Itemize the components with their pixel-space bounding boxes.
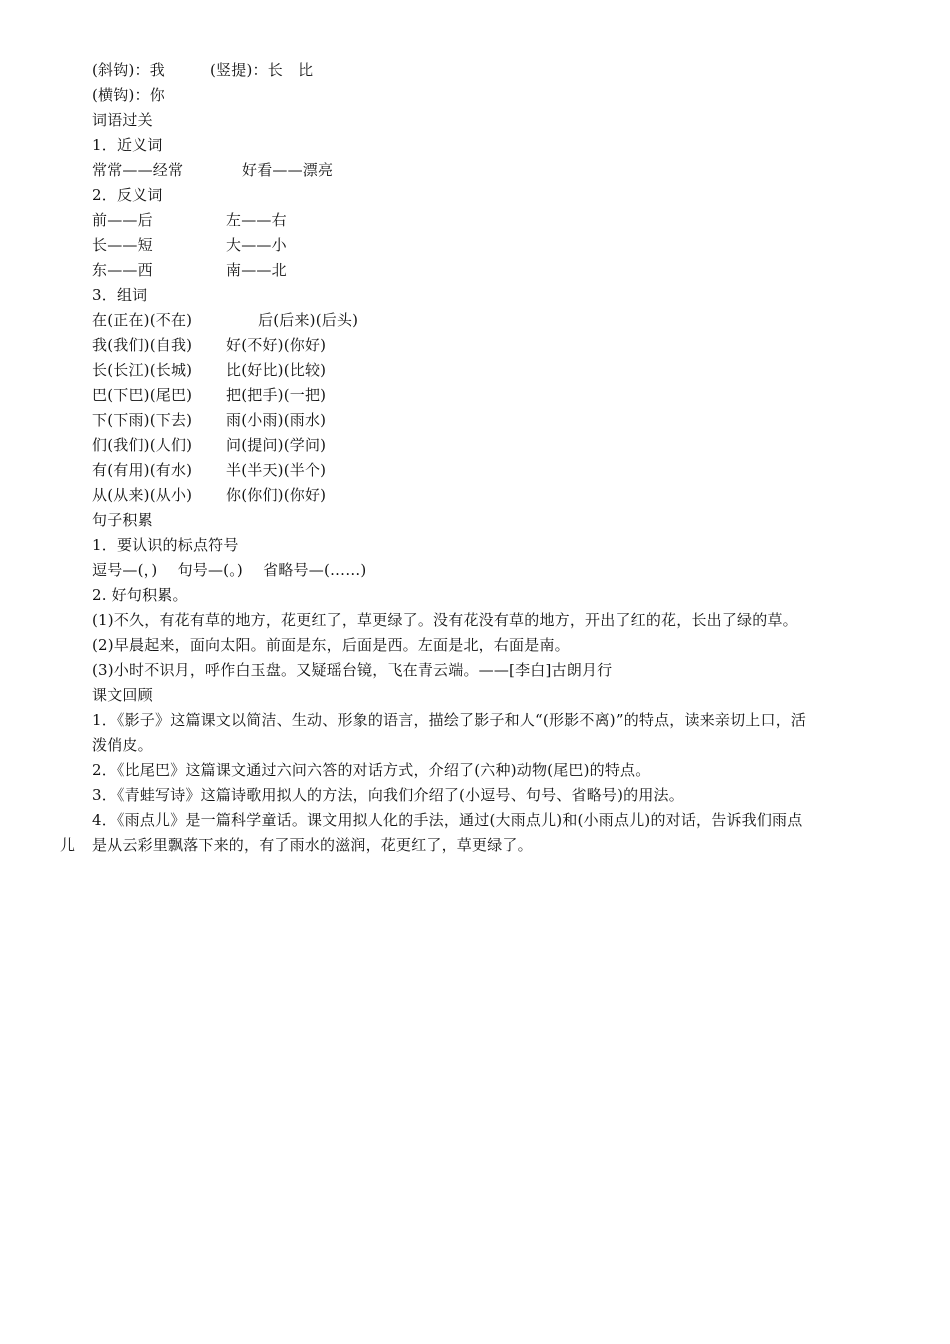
compound-row-5-b: 雨(小雨)(雨水)	[226, 411, 327, 429]
compound-row-8-b: 你(你们)(你好)	[226, 486, 327, 504]
stroke-line-2: (横钩)：你	[92, 86, 165, 104]
compound-row-6-a: 们(我们)(人们)	[92, 436, 193, 454]
review-item-4-line-1: 4．《雨点儿》是一篇科学童话。课文用拟人化的手法，通过(大雨点儿)和(小雨点儿)的对话，告诉我们雨点	[92, 811, 803, 829]
review-item-2: 2．《比尾巴》这篇课文通过六问六答的对话方式，介绍了(六种)动物(尾巴)的特点。	[92, 761, 651, 779]
good-sentence-1: (1)不久，有花有草的地方，花更红了，草更绿了。没有花没有草的地方，开出了红的花，长出了绿的草。	[92, 611, 798, 629]
sentences-heading: 句子积累	[92, 511, 153, 529]
compound-row-1-b: 后(后来)(后头)	[258, 311, 359, 329]
compound-row-2-b: 好(不好)(你好)	[226, 336, 327, 354]
synonyms-title: 1．近义词	[92, 136, 163, 154]
compound-row-1-a: 在(正在)(不在)	[92, 311, 193, 329]
compound-row-2-a: 我(我们)(自我)	[92, 336, 193, 354]
compound-row-4-a: 巴(下巴)(尾巴)	[92, 386, 193, 404]
punctuation-title: 1．要认识的标点符号	[92, 536, 239, 554]
antonym-row-3-a: 东——西	[92, 261, 153, 279]
antonym-row-1-a: 前——后	[92, 211, 153, 229]
good-sentence-2: (2)早晨起来，面向太阳。前面是东，后面是西。左面是北，右面是南。	[92, 636, 570, 654]
compounds-title: 3．组词	[92, 286, 148, 304]
antonym-row-3-b: 南——北	[226, 261, 287, 279]
stroke-line-1b: (竖提)：长 比	[210, 61, 314, 79]
compound-row-8-a: 从(从来)(从小)	[92, 486, 193, 504]
good-sentence-3: (3)小时不识月，呼作白玉盘。又疑瑶台镜，飞在青云端。——[李白]古朗月行	[92, 661, 613, 679]
antonym-row-1-b: 左——右	[226, 211, 287, 229]
compound-row-7-a: 有(有用)(有水)	[92, 461, 193, 479]
antonyms-title: 2．反义词	[92, 186, 163, 204]
compound-row-3-b: 比(好比)(比较)	[226, 361, 327, 379]
review-item-1-line-1: 1．《影子》这篇课文以简洁、生动、形象的语言，描绘了影子和人“(形影不离)”的特点，读来亲切上口，活	[92, 711, 807, 729]
review-item-3: 3．《青蛙写诗》这篇诗歌用拟人的方法，向我们介绍了(小逗号、句号、省略号)的用法。	[92, 786, 684, 804]
synonym-pair-2: 好看——漂亮	[242, 161, 334, 179]
compound-row-4-b: 把(把手)(一把)	[226, 386, 327, 404]
compound-row-7-b: 半(半天)(半个)	[226, 461, 327, 479]
compound-row-3-a: 长(长江)(长城)	[92, 361, 193, 379]
stroke-line-1a: (斜钩)：我	[92, 61, 165, 79]
synonym-pair-1: 常常——经常	[92, 161, 184, 179]
vocab-heading: 词语过关	[92, 111, 153, 129]
review-item-4-line-2a: 儿	[60, 836, 76, 854]
compound-row-5-a: 下(下雨)(下去)	[92, 411, 193, 429]
punctuation-line: 逗号—(，) 句号—(。) 省略号—(……)	[92, 561, 367, 579]
antonym-row-2-b: 大——小	[226, 236, 287, 254]
good-sentences-title: 2. 好句积累。	[92, 586, 188, 604]
review-item-1-line-2: 泼俏皮。	[92, 736, 153, 754]
review-heading: 课文回顾	[92, 686, 153, 704]
compound-row-6-b: 问(提问)(学问)	[226, 436, 327, 454]
review-item-4-line-2b: 是从云彩里飘落下来的，有了雨水的滋润，花更红了，草更绿了。	[92, 836, 533, 854]
antonym-row-2-a: 长——短	[92, 236, 153, 254]
